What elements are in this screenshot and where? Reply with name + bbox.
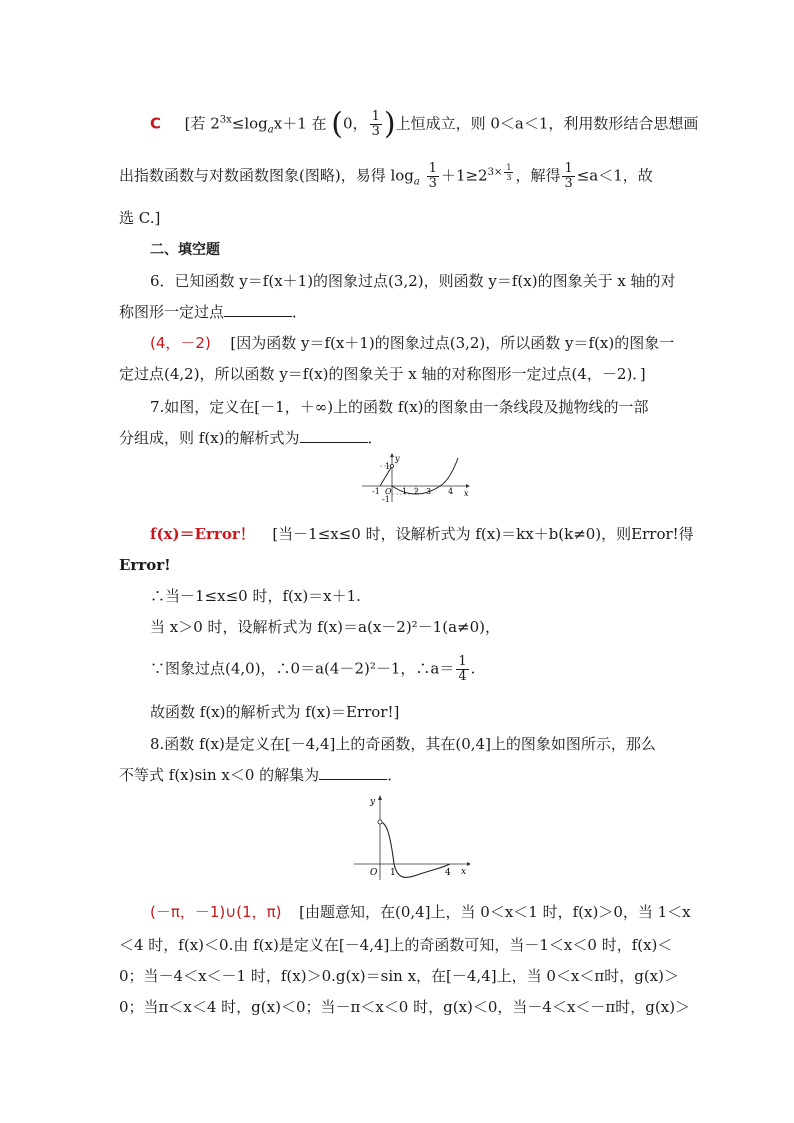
p5-interval-left: 0， (343, 114, 368, 133)
q7-text: ． (367, 429, 383, 447)
p5-text: 出指数函数与对数函数图象(图略)，易得 log (119, 166, 414, 185)
tick-x-4: 4 (448, 487, 454, 496)
tick-x-1: 1 (402, 487, 408, 496)
y-axis-arrow (390, 453, 394, 457)
q7-explanation: . (470, 659, 476, 678)
p5-text: ≤a＜1，故 (576, 166, 653, 185)
tick-x-2: 2 (414, 487, 420, 496)
p5-paren-left: ( (331, 106, 344, 142)
tick-x-3: 3 (426, 487, 432, 496)
q7-answer-line-3: ∴当－1≤x≤0 时，f(x)＝x＋1. (150, 587, 361, 605)
x-axis-arrow (466, 484, 470, 488)
q7-fraction (456, 655, 468, 684)
q6-answer-line-2: 定过点(4,2)，所以函数 y＝f(x)的图象关于 x 轴的对称图形一定过点(4，－2)．] (119, 365, 646, 383)
q7-answer: f(x)＝Error！ (150, 525, 255, 543)
p5-sup: 3x (219, 114, 232, 126)
frac-den: 3 (371, 124, 380, 139)
p5-text: [若 2 (184, 114, 220, 133)
q7-explanation: ∵图象过点(4,0)，∴0＝a(4－2)²－1，∴a＝ (150, 659, 455, 678)
q6-text: ． (292, 303, 308, 321)
answer-blank (224, 302, 292, 317)
q8-answer-line-3: 0；当－4＜x＜－1 时，f(x)＞0.g(x)＝sin x，在[－4,4]上，当 0＜x＜π时，g(x)＞ (119, 967, 679, 985)
q6-explanation: [因为函数 y＝f(x＋1)的图象过点(3,2)，所以函数 y＝f(x)的图象一 (230, 334, 675, 352)
p5-fraction-3 (562, 162, 574, 191)
q7-answer-line-4: 当 x＞0 时，设解析式为 f(x)＝a(x－2)²－1(a≠0)， (150, 618, 500, 636)
tick-y-1: 1 (385, 462, 391, 471)
frac-num: 1 (506, 162, 512, 172)
q8-figure (350, 792, 474, 882)
p5-sub: a (413, 176, 420, 188)
p5-text: ＋1≥2 (440, 166, 488, 185)
q7-answer-line-1 (150, 524, 694, 544)
x-axis-label: x (461, 867, 467, 877)
frac-num: 1 (428, 161, 437, 176)
curve-endpoint (378, 820, 382, 824)
q8-explanation: [由题意知，在(0,4]上，当 0＜x＜1 时，f(x)＞0，当 1＜x (299, 903, 691, 921)
frac-den: 4 (458, 669, 467, 684)
p5-line-1 (150, 106, 699, 142)
q8-line-2 (119, 765, 402, 785)
frac-num: 1 (458, 654, 467, 669)
answer-blank (319, 765, 387, 780)
q7-text: 分组成，则 f(x)的解析式为 (119, 429, 300, 447)
p5-text: ，解得 (515, 166, 561, 185)
q8-text: 不等式 f(x)sin x＜0 的解集为 (119, 766, 320, 784)
q7-answer-line-5 (150, 655, 475, 684)
frac-den: 3 (506, 172, 512, 182)
p5-paren-right: ) (383, 106, 396, 142)
q7-figure (360, 452, 472, 504)
p5-text: ≤log (231, 114, 268, 133)
q8-answer-line-2: ＜4 时，f(x)＜0.由 f(x)是定义在[－4,4]上的奇函数可知，当－1＜x＜0 时，f(x)＜ (119, 936, 673, 954)
x-axis-arrow (467, 862, 471, 866)
q8-answer-line-1 (150, 902, 691, 922)
y-axis-label: y (395, 454, 400, 463)
frac-den: 3 (428, 176, 437, 191)
answer-blank (300, 428, 368, 443)
p5-text: x＋1 在 (273, 114, 327, 133)
frac-num: 1 (371, 109, 380, 124)
q8-answer-line-4: 0；当π＜x＜4 时，g(x)＜0；当－π＜x＜0 时，g(x)＜0，当－4＜x＜－π时，g(x)＞ (119, 998, 691, 1016)
frac-den: 3 (564, 176, 573, 191)
origin-label: O (370, 868, 378, 878)
q7-answer-line-2: Error! (119, 556, 171, 574)
q8-text: ． (387, 766, 403, 784)
p5-sup: 3× (487, 166, 503, 178)
y-axis-arrow (378, 795, 382, 800)
x-axis-label: x (464, 489, 469, 498)
p5-line-3: 选 C.] (119, 209, 161, 227)
y-axis-label: y (370, 797, 376, 807)
p5-answer: C (150, 114, 162, 133)
p5-sub: a (267, 124, 274, 136)
frac-num: 1 (564, 161, 573, 176)
q7-line-1: 7.如图，定义在[－1，＋∞)上的函数 f(x)的图象由一条线段及抛物线的一部 (150, 398, 649, 416)
p5-fraction-2 (427, 162, 439, 191)
q6-line-1: 6．已知函数 y＝f(x＋1)的图象过点(3,2)，则函数 y＝f(x)的图象关于 x 轴的对 (150, 272, 676, 290)
q6-line-2 (119, 302, 307, 322)
tick-x-4: 4 (445, 868, 451, 878)
p5-line-2 (119, 162, 653, 193)
tick-y-neg1: -1 (382, 495, 390, 504)
q7-answer-line-6: 故函数 f(x)的解析式为 f(x)＝Error!] (150, 703, 400, 721)
q8-line-1: 8.函数 f(x)是定义在[－4,4]上的奇函数，其在(0,4]上的图象如图所示，那么 (150, 735, 656, 753)
p5-sup-fraction (504, 163, 513, 182)
q6-answer: (4，－2) (150, 334, 211, 352)
q6-text: 称图形一定过点 (119, 303, 225, 321)
tick-x-neg1: -1 (372, 487, 380, 496)
q7-line-2 (119, 428, 383, 448)
q6-answer-line-1 (150, 333, 674, 353)
segment-endpoint (390, 464, 393, 467)
tick-x-1: 1 (390, 868, 396, 878)
section-title: 二、填空题 (150, 242, 220, 258)
p5-fraction (370, 110, 382, 139)
q7-explanation: [当－1≤x≤0 时，设解析式为 f(x)＝kx＋b(k≠0)，则Error!得 (272, 525, 694, 543)
q8-answer: (－π，－1)∪(1，π) (150, 903, 282, 921)
p5-text: 上恒成立，则 0＜a＜1，利用数形结合思想画 (395, 114, 699, 133)
origin-label: O (385, 487, 392, 496)
